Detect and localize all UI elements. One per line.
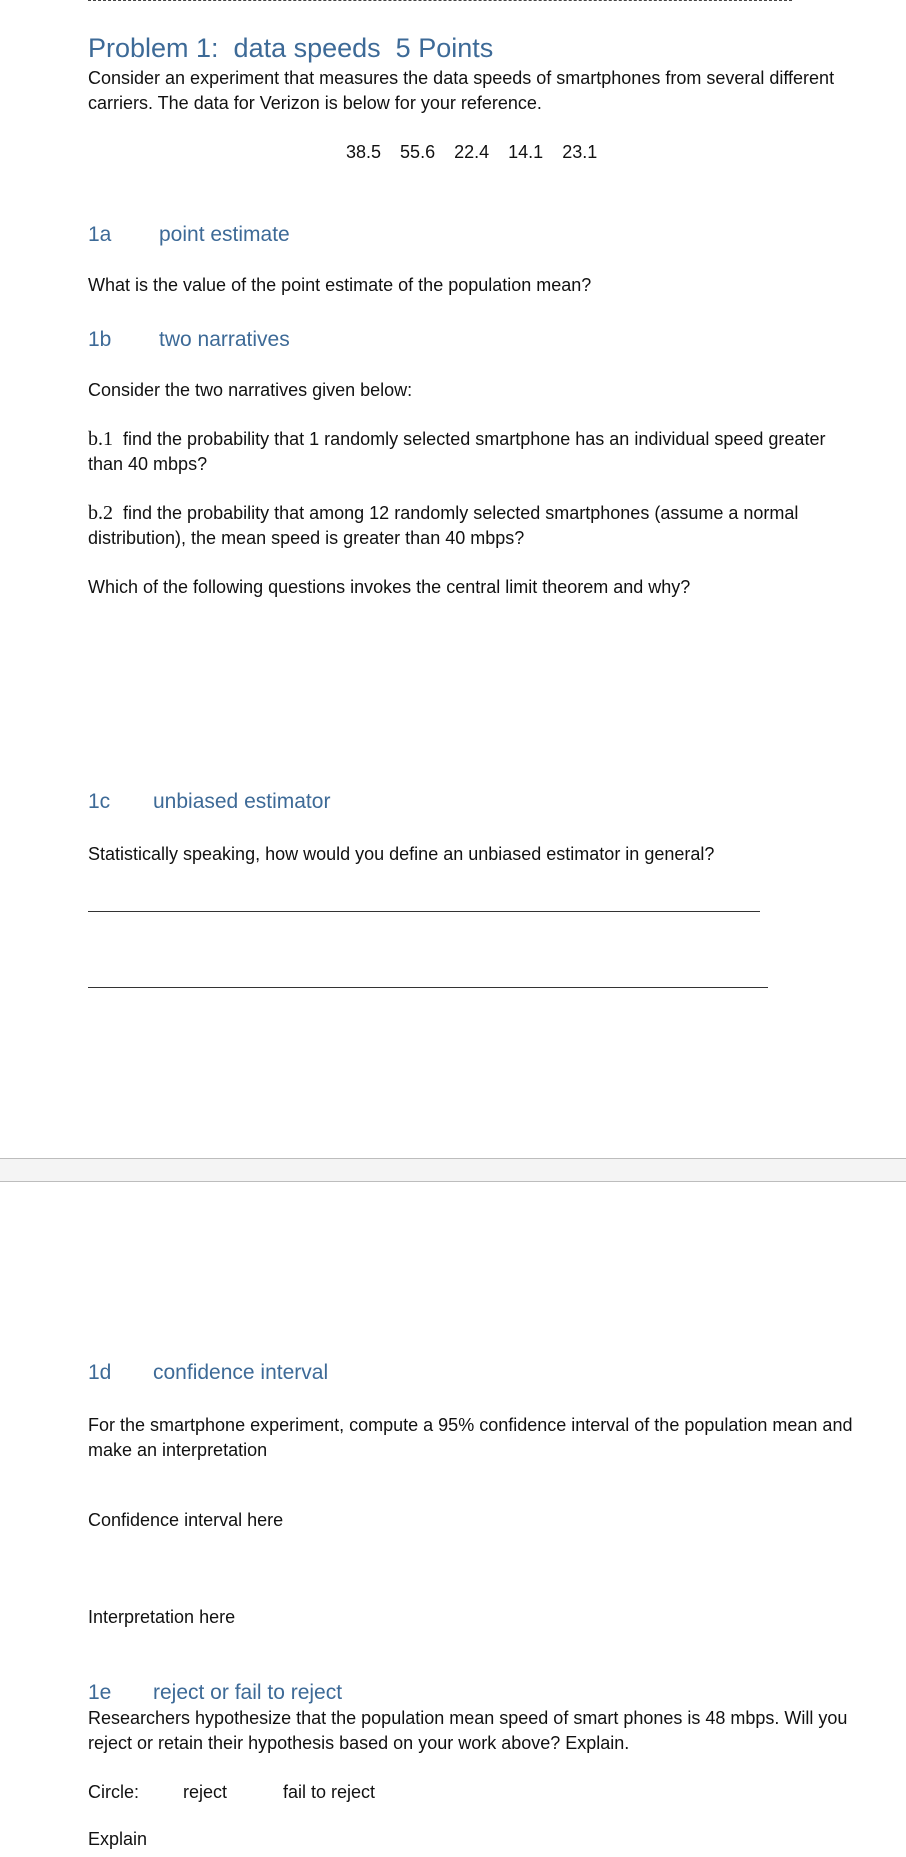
data-value: 23.1 <box>562 142 598 162</box>
data-value: 22.4 <box>454 142 490 162</box>
narrative-b1 <box>88 427 858 477</box>
narrative-b1-label: b.1 <box>88 428 113 450</box>
part-b-question: Which of the following questions invokes the central limit theorem and why? <box>88 577 691 597</box>
problem-title: Problem 1: data speeds 5 Points <box>88 33 494 63</box>
problem-intro: Consider an experiment that measures the data speeds of smartphones from several different carriers. The data for Verizon is below for your reference. <box>88 68 835 113</box>
data-value: 14.1 <box>508 142 544 162</box>
part-e-number: 1e <box>88 1681 112 1704</box>
part-b-intro: Consider the two narratives given below: <box>88 380 413 400</box>
part-c-number: 1c <box>88 790 111 813</box>
part-a-number: 1a <box>88 223 112 246</box>
data-values-row <box>346 140 616 164</box>
data-value: 38.5 <box>346 142 382 162</box>
explain-label: Explain <box>88 1829 148 1849</box>
part-a-question: What is the value of the point estimate of the population mean? <box>88 275 592 295</box>
part-e-title: reject or fail to reject <box>153 1681 343 1704</box>
part-d-title: confidence interval <box>153 1361 329 1384</box>
ci-placeholder: Confidence interval here <box>88 1510 284 1530</box>
part-e-question: Researchers hypothesize that the population mean speed of smart phones is 48 mbps. Will you reject or retain their hypothesis based on your work above? Explain. <box>88 1708 848 1753</box>
part-c-question: Statistically speaking, how would you define an unbiased estimator in general? <box>88 844 715 864</box>
narrative-b2 <box>88 501 858 551</box>
top-dashed-rule <box>88 0 792 1</box>
option-reject[interactable]: reject <box>183 1782 228 1802</box>
answer-line <box>88 987 768 988</box>
narrative-b1-text: find the probability that 1 randomly selected smartphone has an individual speed greater than 40 mbps? <box>88 429 826 474</box>
interpretation-placeholder: Interpretation here <box>88 1607 236 1627</box>
part-d-number: 1d <box>88 1361 112 1384</box>
part-a-title: point estimate <box>159 223 290 246</box>
narrative-b2-text: find the probability that among 12 randomly selected smartphones (assume a normal distribution), the mean speed is greater than 40 mbps? <box>88 503 799 548</box>
data-value: 55.6 <box>400 142 436 162</box>
circle-label: Circle: <box>88 1782 140 1802</box>
page-break <box>0 1158 906 1182</box>
part-d-question: For the smartphone experiment, compute a 95% confidence interval of the population mean and make an interpretation <box>88 1415 853 1460</box>
option-fail-to-reject[interactable]: fail to reject <box>283 1782 376 1802</box>
part-b-number: 1b <box>88 328 112 351</box>
narrative-b2-label: b.2 <box>88 502 113 524</box>
part-c-title: unbiased estimator <box>153 790 331 813</box>
part-b-title: two narratives <box>159 328 290 351</box>
answer-line <box>88 911 760 912</box>
